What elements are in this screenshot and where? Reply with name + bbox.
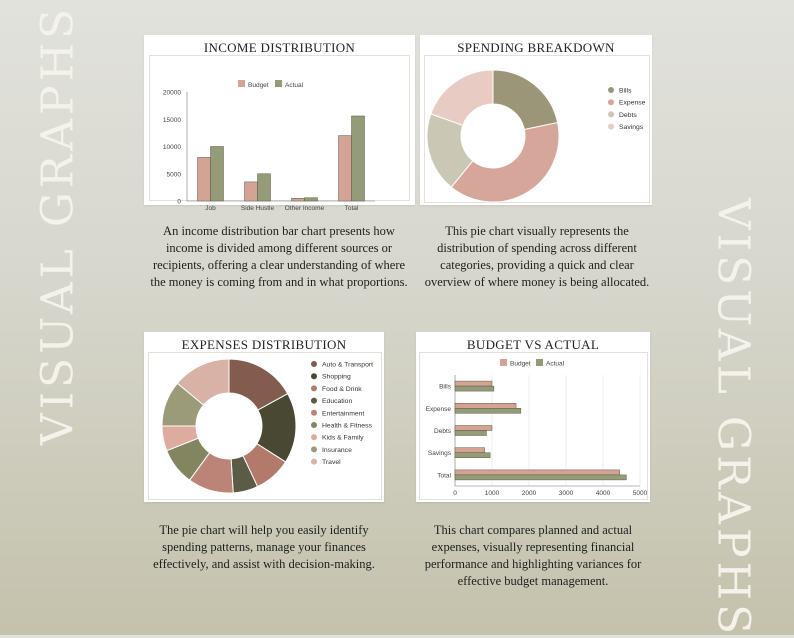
legend-swatch-actual bbox=[536, 359, 543, 366]
legend-marker-education bbox=[311, 398, 317, 404]
slice-bills bbox=[493, 70, 558, 129]
bar-actual-other-income bbox=[305, 198, 318, 201]
legend-label-expense: Expense bbox=[619, 99, 646, 107]
x-tick-label: 0 bbox=[453, 490, 457, 497]
spending-card-title: SPENDING BREAKDOWN bbox=[457, 40, 615, 55]
bar-actual-total bbox=[455, 475, 626, 480]
expenses-donut-chart bbox=[149, 353, 381, 499]
legend-label-insurance: Insurance bbox=[322, 446, 352, 454]
budget-caption: This chart compares planned and actual expenses, visually representing financial performance and highlighting variances for effective budget management. bbox=[424, 523, 642, 588]
legend-label-budget: Budget bbox=[248, 82, 269, 89]
bar-budget-debts bbox=[455, 426, 492, 431]
y-tick-label: 10000 bbox=[162, 144, 181, 151]
expenses-card-title: EXPENSES DISTRIBUTION bbox=[181, 337, 347, 352]
y-tick-label: Total bbox=[437, 472, 451, 480]
income-card bbox=[144, 35, 415, 212]
x-tick-label: Other Income bbox=[284, 205, 325, 212]
legend-marker-auto-transport bbox=[311, 361, 317, 367]
legend-swatch-budget bbox=[500, 359, 507, 366]
legend-marker-kids-family bbox=[311, 434, 317, 440]
expenses-caption: The pie chart will help you easily identify spending patterns, manage your finances effectively, and assist with decision-making. bbox=[153, 523, 375, 571]
legend-swatch-actual bbox=[275, 80, 282, 87]
legend-marker-travel bbox=[311, 459, 317, 465]
legend-marker-debts bbox=[608, 111, 614, 117]
bar-budget-side-hustle bbox=[245, 182, 258, 201]
x-tick-label: Total bbox=[344, 205, 359, 212]
y-tick-label: Expense bbox=[425, 405, 451, 413]
income-bar-chart bbox=[150, 56, 409, 212]
legend-marker-expense bbox=[608, 99, 614, 105]
income-card-title: INCOME DISTRIBUTION bbox=[203, 40, 356, 55]
expenses-chart-frame bbox=[148, 352, 382, 500]
legend-marker-health-fitness bbox=[311, 422, 317, 428]
y-tick-label: Bills bbox=[439, 383, 451, 391]
y-tick-label: 15000 bbox=[162, 116, 181, 124]
slice-savings bbox=[431, 70, 493, 125]
spending-card bbox=[420, 35, 652, 205]
legend-label-education: Education bbox=[322, 398, 353, 406]
spending-chart-frame bbox=[424, 55, 650, 203]
budget-card bbox=[416, 332, 650, 502]
legend-label-food-drink: Food & Drink bbox=[322, 385, 362, 393]
x-tick-label: Job bbox=[205, 205, 216, 212]
bar-actual-job bbox=[211, 147, 224, 202]
bar-budget-total bbox=[339, 136, 352, 201]
legend-label-entertainment: Entertainment bbox=[322, 410, 365, 418]
bar-budget-bills bbox=[455, 381, 492, 386]
bar-actual-savings bbox=[455, 453, 490, 458]
income-chart-frame bbox=[149, 55, 410, 212]
income-caption: An income distribution bar chart presents how income is divided among different sources or recipients, offering a clear understanding of where the money is coming from and in what proportions. bbox=[150, 224, 408, 289]
bar-actual-bills bbox=[455, 386, 494, 391]
y-tick-label: 5000 bbox=[166, 171, 181, 179]
x-tick-label: 4000 bbox=[595, 490, 611, 497]
bar-budget-total bbox=[455, 470, 620, 475]
side-title-right: VISUAL GRAPHS bbox=[707, 197, 759, 638]
bar-actual-expense bbox=[455, 408, 521, 413]
legend-marker-savings bbox=[608, 124, 614, 130]
legend-label-kids-family: Kids & Family bbox=[322, 434, 364, 442]
legend-label-budget: Budget bbox=[510, 360, 531, 368]
legend-marker-insurance bbox=[311, 446, 317, 452]
y-tick-label: 0 bbox=[177, 198, 181, 206]
x-tick-label: Side Hustle bbox=[240, 205, 275, 212]
expenses-card bbox=[144, 332, 384, 502]
x-tick-label: 5000 bbox=[632, 490, 648, 497]
side-title-left: VISUAL GRAPHS bbox=[32, 4, 84, 446]
legend-label-actual: Actual bbox=[285, 82, 304, 89]
bar-budget-expense bbox=[455, 403, 516, 408]
bar-actual-side-hustle bbox=[258, 174, 271, 201]
legend-marker-entertainment bbox=[311, 410, 317, 416]
x-tick-label: 3000 bbox=[558, 490, 574, 497]
legend-label-savings: Savings bbox=[619, 124, 644, 132]
legend-label-actual: Actual bbox=[546, 360, 565, 368]
x-tick-label: 2000 bbox=[521, 490, 537, 497]
legend-label-bills: Bills bbox=[619, 87, 632, 95]
legend-label-travel: Travel bbox=[322, 459, 341, 467]
bar-budget-job bbox=[198, 157, 211, 201]
y-tick-label: Debts bbox=[434, 428, 451, 435]
budget-chart-frame bbox=[419, 352, 648, 500]
legend-marker-shopping bbox=[311, 373, 317, 379]
bar-actual-total bbox=[352, 116, 365, 201]
spending-caption: This pie chart visually represents the distribution of spending across different categories, providing a quick and clear overview of where money is being allocated. bbox=[424, 224, 650, 289]
budget-card-title: BUDGET VS ACTUAL bbox=[466, 337, 600, 352]
bar-actual-debts bbox=[455, 431, 486, 436]
bar-budget-other-income bbox=[292, 198, 305, 201]
legend-marker-food-drink bbox=[311, 385, 317, 391]
legend-swatch-budget bbox=[238, 80, 245, 87]
legend-label-auto-transport: Auto & Transport bbox=[322, 361, 374, 369]
legend-label-health-fitness: Health & Fitness bbox=[322, 422, 372, 430]
legend-label-debts: Debts bbox=[619, 111, 637, 119]
bar-budget-savings bbox=[455, 448, 485, 453]
x-tick-label: 1000 bbox=[484, 490, 500, 497]
spending-donut-chart bbox=[425, 56, 649, 202]
legend-marker-bills bbox=[608, 87, 614, 93]
y-tick-label: 20000 bbox=[162, 89, 181, 97]
budget-hbar-chart bbox=[420, 353, 647, 499]
legend-label-shopping: Shopping bbox=[322, 373, 351, 381]
y-tick-label: Savings bbox=[427, 450, 451, 458]
